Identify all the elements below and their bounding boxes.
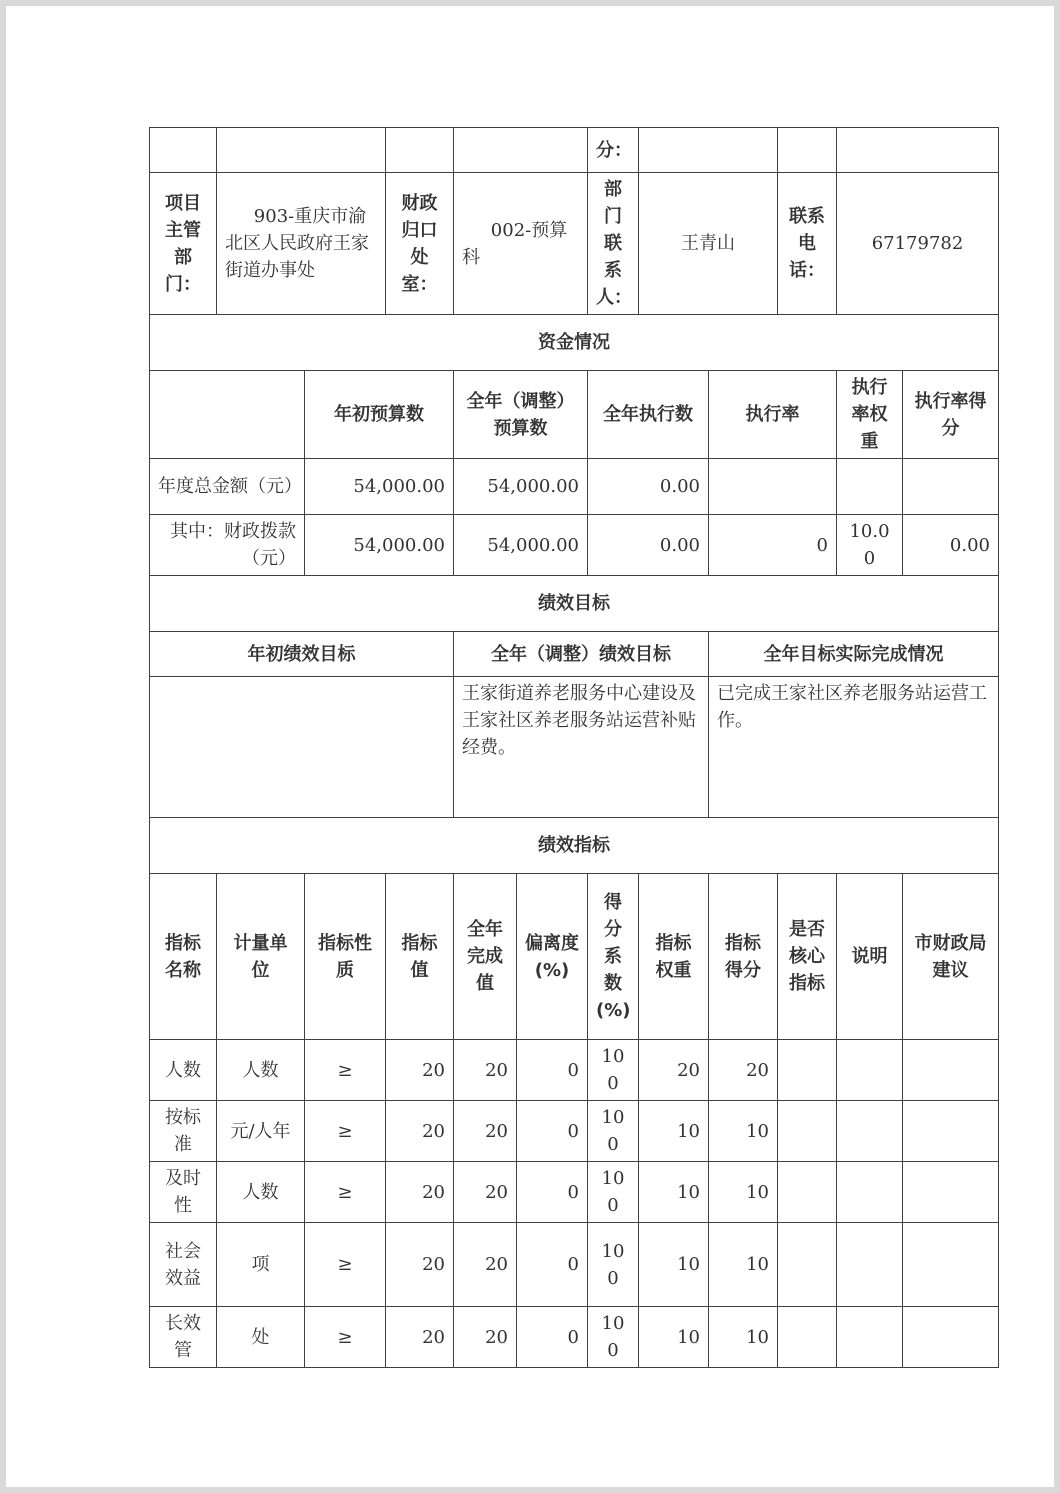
indicator-score: 10 [709, 1162, 778, 1223]
goals-header: 全年（调整）绩效目标 [454, 632, 709, 677]
goals-header: 年初绩效目标 [150, 632, 454, 677]
indicator-score: 20 [709, 1040, 778, 1101]
indicator-name: 人数 [150, 1040, 217, 1101]
indicator-nature: ≥ [305, 1223, 386, 1307]
indicator-header: 计量单位 [217, 874, 305, 1040]
funds-rate: 0 [709, 515, 837, 576]
indicator-done: 20 [454, 1101, 517, 1162]
empty-cell [778, 128, 837, 173]
fen-label: 分： [588, 128, 639, 173]
indicator-value: 20 [386, 1223, 454, 1307]
indicator-note [837, 1040, 903, 1101]
funds-initial: 54,000.00 [305, 515, 454, 576]
indicator-weight: 10 [639, 1162, 709, 1223]
indicator-name: 按标准 [150, 1101, 217, 1162]
indicator-header: 偏离度(%) [517, 874, 588, 1040]
indicator-value: 20 [386, 1307, 454, 1368]
empty-cell [217, 128, 386, 173]
phone-value: 67179782 [837, 173, 999, 315]
indicator-core [778, 1223, 837, 1307]
funds-header: 全年（调整）预算数 [454, 371, 588, 459]
goals-initial [150, 677, 454, 818]
indicators-section-title: 绩效指标 [150, 818, 999, 874]
indicator-header: 得分系数(%) [588, 874, 639, 1040]
indicator-note [837, 1101, 903, 1162]
indicator-deviation: 0 [517, 1040, 588, 1101]
indicator-header: 指标名称 [150, 874, 217, 1040]
indicator-coef: 100 [588, 1040, 639, 1101]
indicator-row [150, 1307, 999, 1368]
funds-section-title: 资金情况 [150, 315, 999, 371]
indicator-header: 市财政局建议 [903, 874, 999, 1040]
indicator-done: 20 [454, 1223, 517, 1307]
indicator-note [837, 1162, 903, 1223]
goals-adjusted: 王家街道养老服务中心建设及王家社区养老服务站运营补贴经费。 [454, 677, 709, 818]
funds-row [150, 459, 999, 515]
indicator-nature: ≥ [305, 1307, 386, 1368]
indicator-core [778, 1162, 837, 1223]
funds-weight: 10.00 [837, 515, 903, 576]
indicator-core [778, 1040, 837, 1101]
funds-initial: 54,000.00 [305, 459, 454, 515]
goals-content-row [150, 677, 999, 818]
indicator-score: 10 [709, 1101, 778, 1162]
funds-header: 全年执行数 [588, 371, 709, 459]
indicator-score: 10 [709, 1223, 778, 1307]
indicator-core [778, 1101, 837, 1162]
indicator-header: 指标性质 [305, 874, 386, 1040]
funds-row [150, 515, 999, 576]
indicator-header: 指标权重 [639, 874, 709, 1040]
funds-header: 执行率 [709, 371, 837, 459]
funds-executed: 0.00 [588, 459, 709, 515]
dept-label: 项目主管部门： [150, 173, 217, 315]
indicator-weight: 10 [639, 1101, 709, 1162]
project-info-row [150, 173, 999, 315]
empty-cell [150, 128, 217, 173]
indicator-unit: 项 [217, 1223, 305, 1307]
indicator-header: 说明 [837, 874, 903, 1040]
indicator-row [150, 1223, 999, 1307]
goals-section-title: 绩效目标 [150, 576, 999, 632]
goals-actual: 已完成王家社区养老服务站运营工作。 [709, 677, 999, 818]
indicator-deviation: 0 [517, 1101, 588, 1162]
indicator-deviation: 0 [517, 1162, 588, 1223]
funds-header: 执行率得分 [903, 371, 999, 459]
funds-header-row [150, 371, 999, 459]
indicator-nature: ≥ [305, 1040, 386, 1101]
indicator-value: 20 [386, 1040, 454, 1101]
indicator-weight: 10 [639, 1223, 709, 1307]
indicator-note [837, 1223, 903, 1307]
indicator-header: 全年完成值 [454, 874, 517, 1040]
indicator-unit: 处 [217, 1307, 305, 1368]
indicator-done: 20 [454, 1162, 517, 1223]
goals-section-row [150, 576, 999, 632]
indicator-core [778, 1307, 837, 1368]
indicator-row [150, 1040, 999, 1101]
funds-adjusted: 54,000.00 [454, 459, 588, 515]
indicator-unit: 人数 [217, 1162, 305, 1223]
phone-label: 联系电话： [778, 173, 837, 315]
empty-cell [454, 128, 588, 173]
indicator-header: 指标值 [386, 874, 454, 1040]
indicator-coef: 100 [588, 1162, 639, 1223]
indicator-deviation: 0 [517, 1223, 588, 1307]
finance-label: 财政归口处室： [386, 173, 454, 315]
indicator-unit: 人数 [217, 1040, 305, 1101]
funds-weight [837, 459, 903, 515]
empty-cell [837, 128, 999, 173]
funds-header: 执行率权重 [837, 371, 903, 459]
finance-value: 002-预算科 [454, 173, 588, 315]
indicator-coef: 100 [588, 1223, 639, 1307]
funds-header: 年初预算数 [305, 371, 454, 459]
funds-score [903, 459, 999, 515]
indicator-advice [903, 1040, 999, 1101]
indicator-nature: ≥ [305, 1162, 386, 1223]
indicator-header: 是否核心指标 [778, 874, 837, 1040]
funds-adjusted: 54,000.00 [454, 515, 588, 576]
indicator-advice [903, 1162, 999, 1223]
empty-cell [386, 128, 454, 173]
indicator-coef: 100 [588, 1307, 639, 1368]
funds-executed: 0.00 [588, 515, 709, 576]
contact-label: 部门联系人： [588, 173, 639, 315]
indicator-score: 10 [709, 1307, 778, 1368]
indicator-name: 长效管 [150, 1307, 217, 1368]
funds-rate [709, 459, 837, 515]
indicator-done: 20 [454, 1040, 517, 1101]
indicator-note [837, 1307, 903, 1368]
indicator-coef: 100 [588, 1101, 639, 1162]
funds-row-label: 其中：财政拨款（元） [150, 515, 305, 576]
dept-value: 903-重庆市渝北区人民政府王家街道办事处 [217, 173, 386, 315]
indicator-weight: 10 [639, 1307, 709, 1368]
indicator-advice [903, 1223, 999, 1307]
indicator-unit: 元/人年 [217, 1101, 305, 1162]
top-row [150, 128, 999, 173]
indicator-done: 20 [454, 1307, 517, 1368]
funds-row-label: 年度总金额（元） [150, 459, 305, 515]
indicator-nature: ≥ [305, 1101, 386, 1162]
indicators-section-row [150, 818, 999, 874]
indicator-row [150, 1162, 999, 1223]
indicator-advice [903, 1307, 999, 1368]
funds-score: 0.00 [903, 515, 999, 576]
goals-header-row [150, 632, 999, 677]
indicator-value: 20 [386, 1101, 454, 1162]
indicator-name: 社会效益 [150, 1223, 217, 1307]
indicators-header-row [150, 874, 999, 1040]
indicator-value: 20 [386, 1162, 454, 1223]
indicator-advice [903, 1101, 999, 1162]
indicator-weight: 20 [639, 1040, 709, 1101]
indicator-name: 及时性 [150, 1162, 217, 1223]
performance-form-table [149, 127, 999, 1368]
contact-value: 王青山 [639, 173, 778, 315]
indicator-deviation: 0 [517, 1307, 588, 1368]
empty-cell [639, 128, 778, 173]
funds-section-row [150, 315, 999, 371]
goals-header: 全年目标实际完成情况 [709, 632, 999, 677]
empty-cell [150, 371, 305, 459]
indicator-row [150, 1101, 999, 1162]
indicator-header: 指标得分 [709, 874, 778, 1040]
